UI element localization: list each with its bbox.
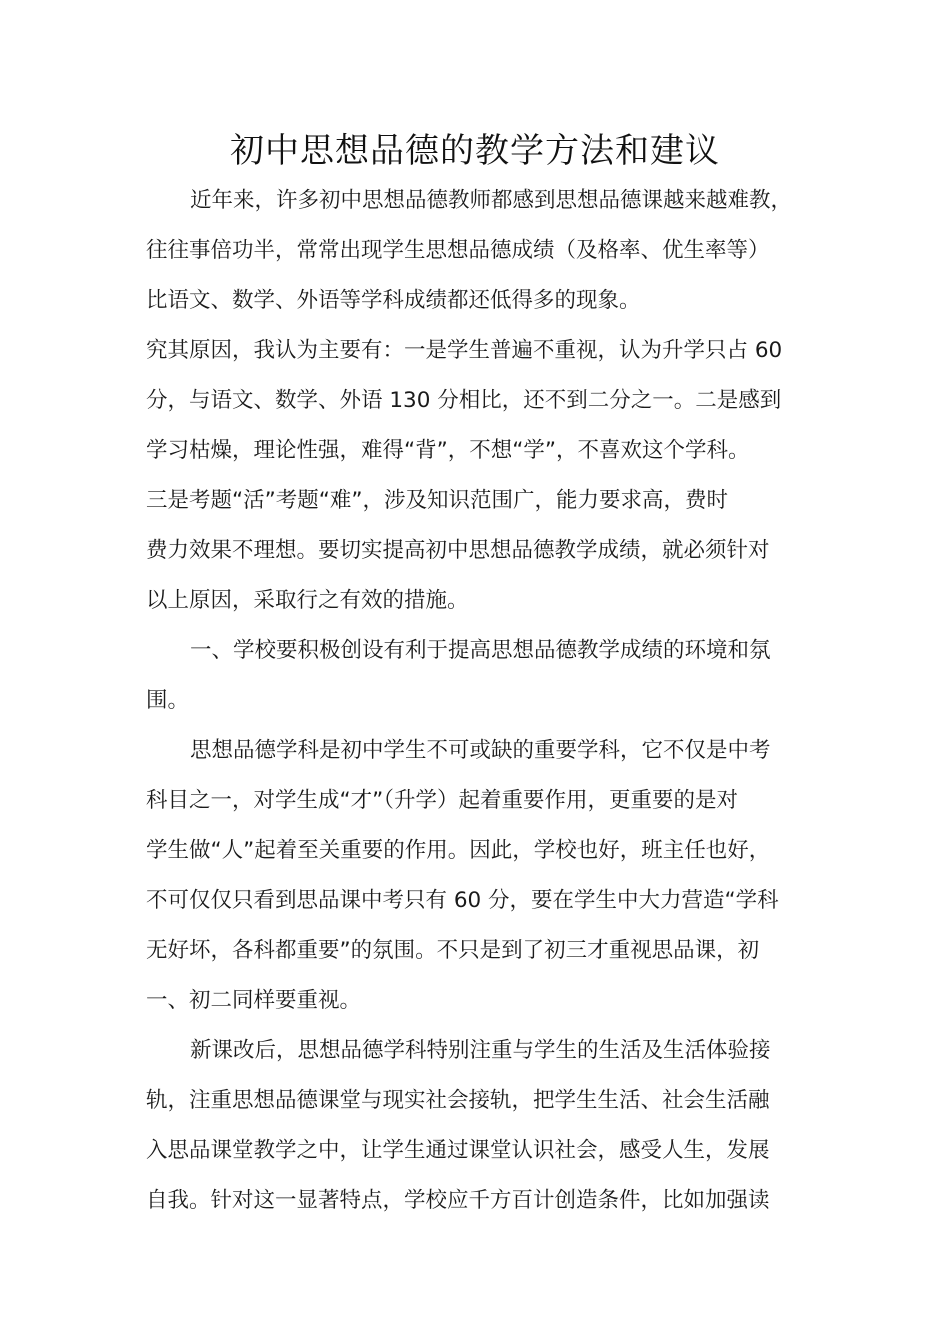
text-line: 以上原因，采取行之有效的措施。 — [146, 588, 469, 613]
text-line: 科目之一，对学生成“才”（升学）起着重要作用，更重要的是对 — [146, 788, 739, 813]
text-line: 无好坏，各科都重要”的氛围。不只是到了初三才重视思品课，初 — [146, 938, 760, 963]
text-line: 自我。针对这一显著特点，学校应千方百计创造条件，比如加强读 — [146, 1188, 770, 1213]
text-line: 不可仅仅只看到思品课中考只有 60 分，要在学生中大力营造“学科 — [146, 888, 779, 913]
section-heading: 一、学校要积极创设有利于提高思想品德教学成绩的环境和氛 — [190, 638, 771, 663]
text-line: 学习枯燥，理论性强，难得“背”，不想“学”，不喜欢这个学科。 — [146, 438, 750, 463]
text-line: 新课改后，思想品德学科特别注重与学生的生活及生活体验接 — [190, 1038, 771, 1063]
text-line: 近年来，许多初中思想品德教师都感到思想品德课越来越难教， — [190, 188, 793, 213]
text-line: 一、初二同样要重视。 — [146, 988, 362, 1013]
section-heading-cont: 围。 — [146, 688, 190, 713]
text-line: 分，与语文、数学、外语 130 分相比，还不到二分之一。二是感到 — [146, 388, 782, 413]
text-line: 费力效果不理想。要切实提高初中思想品德教学成绩，就必须针对 — [146, 538, 770, 563]
text-line: 思想品德学科是初中学生不可或缺的重要学科，它不仅是中考 — [190, 738, 771, 763]
text-line: 究其原因，我认为主要有：一是学生普遍不重视，认为升学只占 60 — [146, 338, 783, 363]
document-title: 初中思想品德的教学方法和建议 — [230, 131, 720, 171]
text-line: 三是考题“活”考题“难”，涉及知识范围广，能力要求高，费时 — [146, 488, 729, 513]
text-line: 往往事倍功半，常常出现学生思想品德成绩（及格率、优生率等） — [146, 238, 770, 263]
text-line: 学生做“人”起着至关重要的作用。因此，学校也好，班主任也好， — [146, 838, 771, 863]
text-line: 入思品课堂教学之中，让学生通过课堂认识社会，感受人生，发展 — [146, 1138, 770, 1163]
text-line: 比语文、数学、外语等学科成绩都还低得多的现象。 — [146, 288, 641, 313]
text-line: 轨，注重思想品德课堂与现实社会接轨，把学生生活、社会生活融 — [146, 1088, 770, 1113]
